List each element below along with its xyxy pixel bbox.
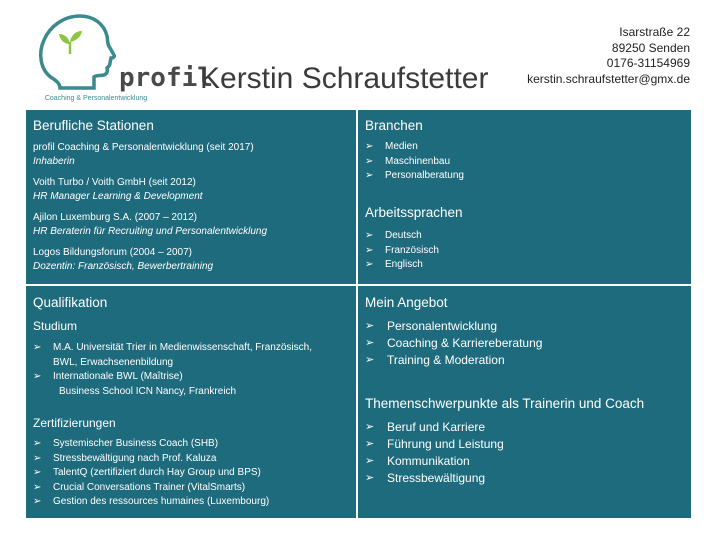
list-item: ➢ Medien xyxy=(365,140,464,155)
arrow-bullet-icon: ➢ xyxy=(33,481,42,493)
station-company: Voith Turbo / Voith GmbH (seit 2012) xyxy=(33,177,196,188)
arrow-bullet-icon: ➢ xyxy=(33,452,42,464)
list-item: ➢ TalentQ (zertifiziert durch Hay Group und BPS) xyxy=(33,466,269,481)
station-company: profil Coaching & Personalentwicklung (seit 2017) xyxy=(33,142,254,153)
sprachen-list xyxy=(365,229,439,273)
arrow-bullet-icon: ➢ xyxy=(33,496,42,507)
list-item: ➢ Englisch xyxy=(365,258,439,273)
arrow-bullet-icon: ➢ xyxy=(365,230,374,241)
arrow-bullet-icon: ➢ xyxy=(365,320,375,332)
station-role: Dozentin: Französisch, Bewerbertraining xyxy=(33,261,214,272)
section-title-angebot: Mein Angebot xyxy=(365,295,448,310)
arrow-bullet-icon: ➢ xyxy=(365,337,375,349)
list-item: ➢ Crucial Conversations Trainer (VitalSmarts) xyxy=(33,481,269,496)
address-city: 89250 Senden xyxy=(611,40,690,55)
arrow-bullet-icon: ➢ xyxy=(365,170,374,181)
logo-wordmark: profil xyxy=(119,63,213,93)
arrow-bullet-icon: ➢ xyxy=(33,342,42,353)
arrow-bullet-icon: ➢ xyxy=(33,371,42,382)
row-divider xyxy=(26,284,691,286)
station-company: Logos Bildungsforum (2004 – 2007) xyxy=(33,247,192,258)
arrow-bullet-icon: ➢ xyxy=(365,421,375,433)
list-item: Business School ICN Nancy, Frankreich xyxy=(59,385,237,397)
themen-list xyxy=(365,419,504,487)
list-item: ➢ Personalentwicklung xyxy=(365,319,498,333)
station-role: Inhaberin xyxy=(33,156,75,167)
logo-subtitle: Coaching & Personalentwicklung xyxy=(44,95,148,102)
arrow-bullet-icon: ➢ xyxy=(33,467,42,478)
profil-logo xyxy=(30,8,213,103)
arrow-bullet-icon: ➢ xyxy=(365,472,375,484)
list-item: ➢ Deutsch xyxy=(365,229,439,244)
angebot-list xyxy=(365,318,542,369)
subsection-title-zertifizierungen: Zertifizierungen xyxy=(33,416,116,430)
arrow-bullet-icon: ➢ xyxy=(365,259,374,270)
list-item: ➢ M.A. Universität Trier in Medienwissenschaft, Französisch, xyxy=(33,341,312,356)
contact-address xyxy=(527,25,690,87)
zertifizierungen-list xyxy=(33,437,269,510)
list-item: ➢ Kommunikation xyxy=(365,454,470,468)
arrow-bullet-icon: ➢ xyxy=(365,244,374,256)
station-company: Ajilon Luxemburg S.A. (2007 – 2012) xyxy=(33,212,197,223)
list-item: ➢ Beruf und Karriere xyxy=(365,420,486,434)
list-item: ➢ Personalberatung xyxy=(365,169,464,184)
arrow-bullet-icon: ➢ xyxy=(365,438,375,450)
section-title-themenschwerpunkte: Themenschwerpunkte als Trainerin und Coach xyxy=(365,396,645,411)
section-title-qualifikation: Qualifikation xyxy=(33,295,108,310)
list-item: ➢ Französisch xyxy=(365,244,439,259)
column-divider xyxy=(356,110,358,518)
address-street: Isarstraße 22 xyxy=(619,25,690,39)
list-item: ➢ Stressbewältigung xyxy=(365,471,486,485)
email-address: kerstin.schraufstetter@gmx.de xyxy=(527,71,690,86)
subsection-title-studium: Studium xyxy=(33,319,78,333)
page-title: Kerstin Schraufstetter xyxy=(200,62,489,95)
phone-number: 0176-31154969 xyxy=(606,56,690,70)
list-item: BWL, Erwachsenenbildung xyxy=(53,356,174,368)
header xyxy=(0,0,720,110)
studium-list xyxy=(33,341,312,399)
arrow-bullet-icon: ➢ xyxy=(365,141,374,152)
list-item: ➢ Gestion des ressources humaines (Luxembourg) xyxy=(33,495,269,510)
station-role: HR Beraterin für Recruiting und Personalentwicklung xyxy=(33,226,268,237)
arrow-bullet-icon: ➢ xyxy=(365,155,374,167)
list-item: ➢ Internationale BWL (Maîtrise) xyxy=(33,370,312,385)
list-item: ➢ Training & Moderation xyxy=(365,353,505,367)
list-item: ➢ Führung und Leistung xyxy=(365,437,504,451)
list-item: ➢ Maschinenbau xyxy=(365,155,464,170)
arrow-bullet-icon: ➢ xyxy=(365,455,375,467)
arrow-bullet-icon: ➢ xyxy=(33,438,42,449)
section-title-stationen: Berufliche Stationen xyxy=(33,118,154,133)
list-item: ➢ Stressbewältigung nach Prof. Kaluza xyxy=(33,452,269,467)
section-title-branchen: Branchen xyxy=(365,118,423,133)
section-title-arbeitssprachen: Arbeitssprachen xyxy=(365,205,463,220)
list-item: ➢ Systemischer Business Coach (SHB) xyxy=(33,437,269,452)
station-role: HR Manager Learning & Development xyxy=(33,191,203,202)
branchen-list xyxy=(365,140,464,184)
list-item: ➢ Coaching & Karriereberatung xyxy=(365,336,543,350)
arrow-bullet-icon: ➢ xyxy=(365,354,375,366)
